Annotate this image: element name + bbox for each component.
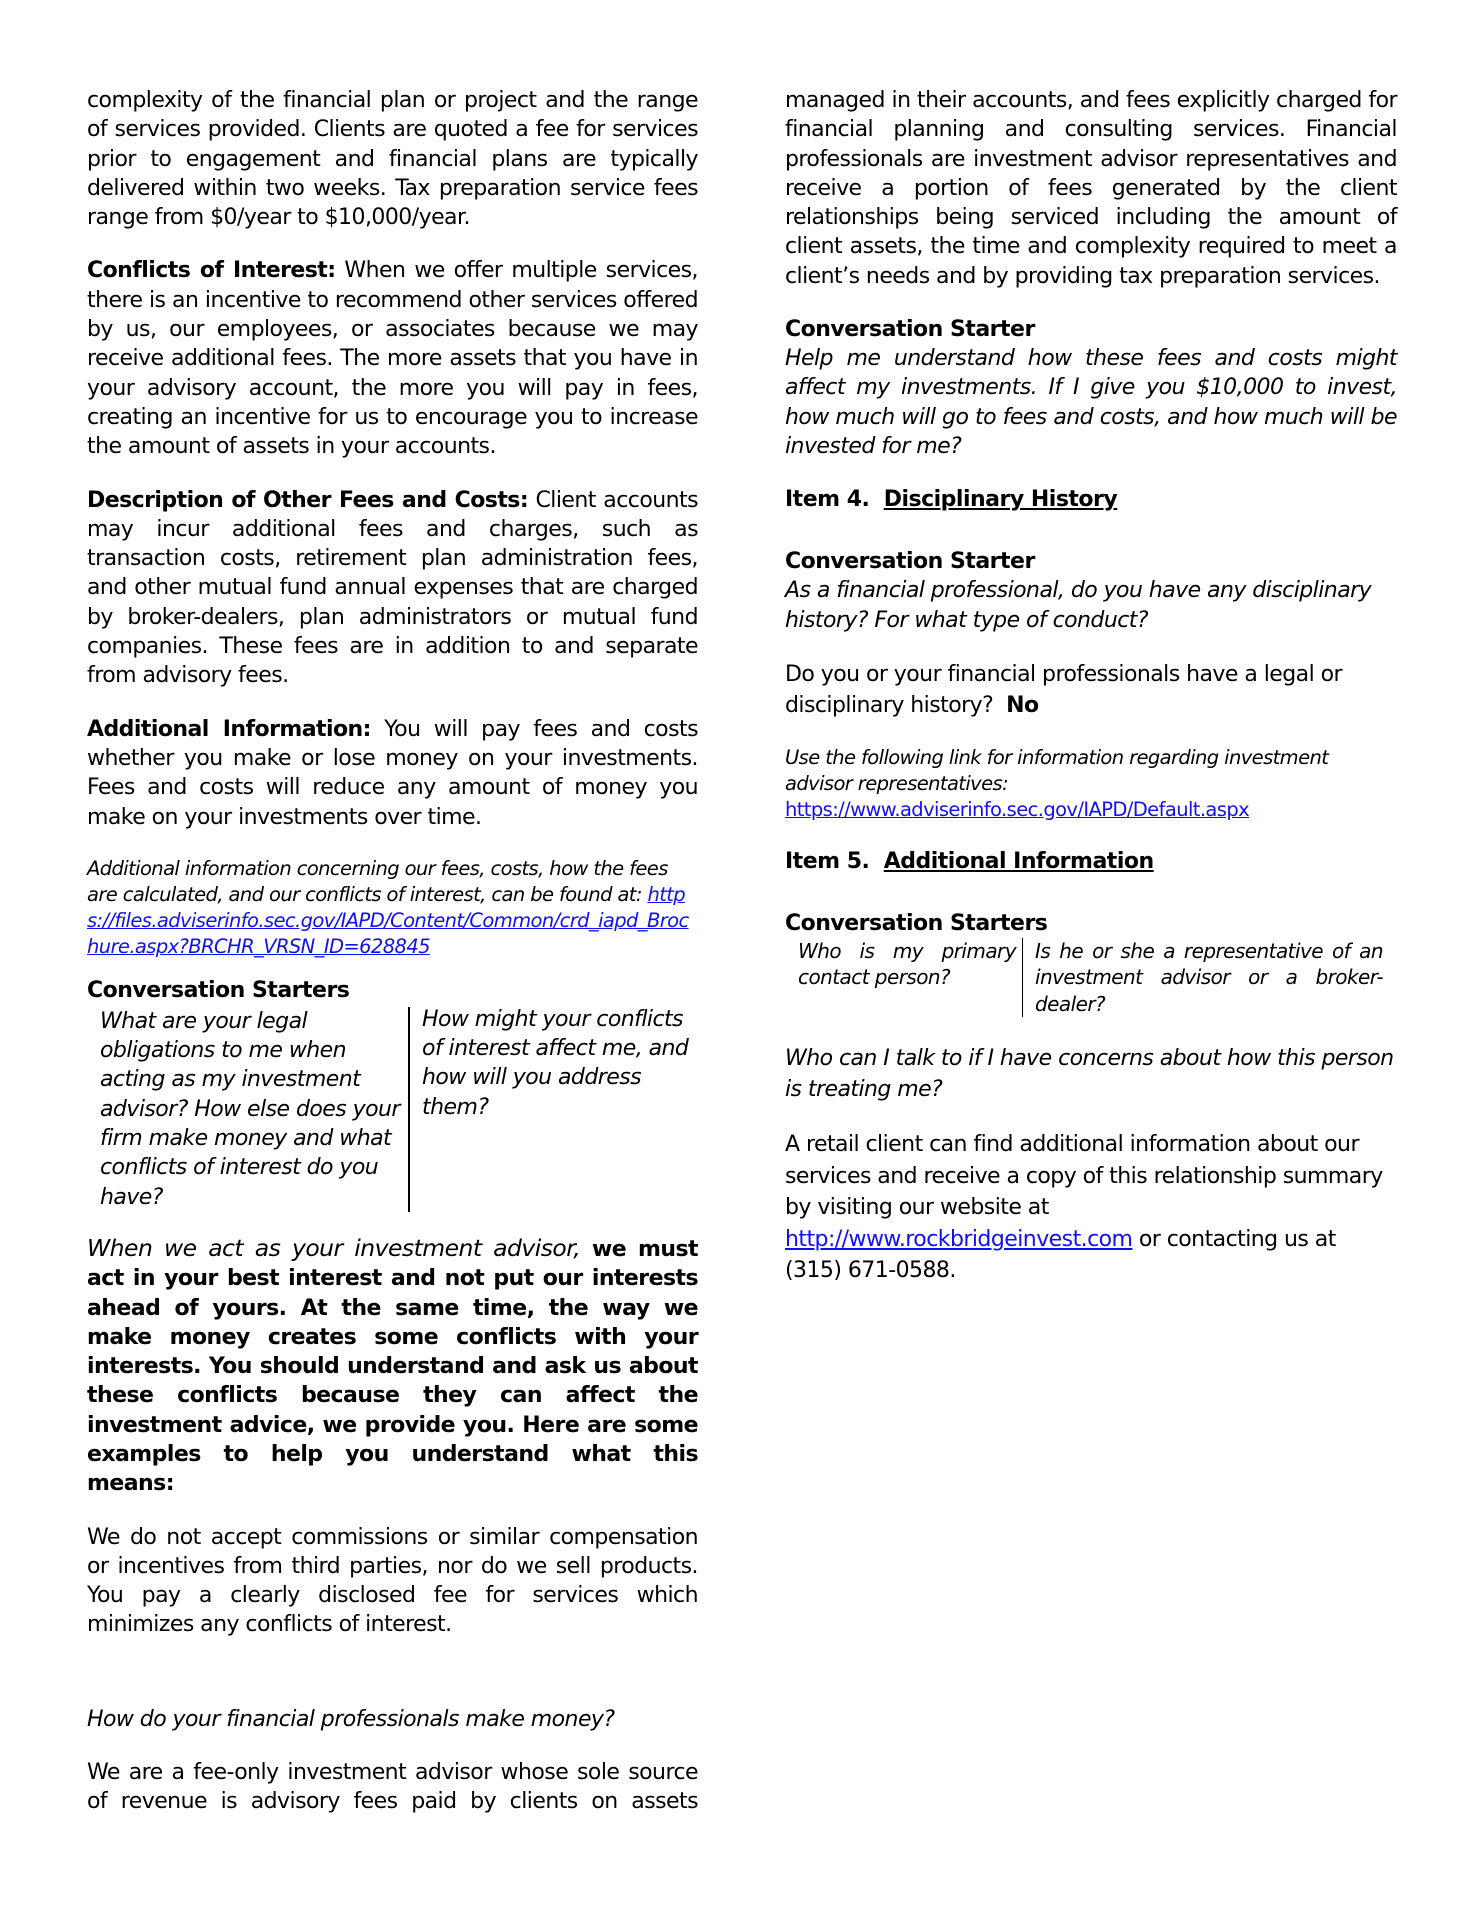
other-fees-text: Client accounts may incur additional fees and charges, such as transaction costs, retirement plan administration fees, and other mutual fund annual expenses that are charged by broker-dealers, plan administrators or mutual fund companies. These fees are in addition to and separate from advisory fees. [87,487,699,689]
item4-title: Disciplinary History [883,487,1118,513]
right-column [785,86,1397,1287]
contact-text-before: A retail client can find additional information about our services and receive a copy of this relationship summary by visiting our website at [785,1132,1383,1221]
best-interest-text: we must act in your best interest and not put our interests ahead of yours. At the same time, the way we make money creates some conflicts with your interests. You should understand and ask us about these conflicts because they can affect the investment advice, we provide you. Here are some examples to help you understand what this means: [87,1236,698,1497]
fees-note [87,856,698,960]
additional-information-text: You will pay fees and costs whether you make or lose money on your investments. Fees and costs will reduce any amount of money you make on your investments over time. [87,716,698,830]
conflicts-of-interest-paragraph [87,256,698,461]
conversation-starter-left: What are your legal obligations to me when acting as my investment advisor? How else does your firm make money and what conflicts of interest do you have? [87,1007,410,1212]
other-fees-label: Description of Other Fees and Costs: [87,487,529,513]
disciplinary-answer: No [1006,692,1039,718]
conflicts-label: Conflicts of Interest: [87,258,336,284]
best-interest-statement [87,1234,698,1499]
item5-title: Additional Information [883,848,1154,874]
how-make-money-question: How do your financial professionals make money? [87,1706,615,1732]
conversation-starters-heading: Conversation Starters [87,977,350,1003]
iapd-link-note: Use the following link for information regarding investment advisor representatives: [785,745,1329,795]
item4-number: Item 4. [785,487,870,513]
item4-conversation-heading: Conversation Starter [785,549,1035,575]
disciplinary-question [785,659,1397,721]
item4-heading [785,485,1397,514]
best-interest-lead: When we act as your investment advisor, [87,1233,581,1262]
website-link[interactable]: http://www.rockbridgeinvest.com [785,1226,1133,1252]
fees-conversation-heading: Conversation Starter [785,317,1035,343]
iapd-link-line [785,797,1397,823]
item5-starter-right: Is he or she a representative of an investment advisor or a broker-dealer? [1035,938,1383,1016]
no-commissions-paragraph: We do not accept commissions or similar compensation or incentives from third parties, nor do we sell products. You pay a clearly disclosed fee for services which minimizes any conflicts of interest. [87,1524,698,1638]
contact-paragraph [785,1129,1397,1287]
fees-conversation-text: Help me understand how these fees and costs might affect my investments. If I give you $10,000 to invest, how much will go to fees and costs, and how much will be invested for me? [785,346,1397,459]
concerns-question: Who can I talk to if I have concerns about how this person is treating me? [785,1046,1394,1103]
additional-information-label: Additional Information: [87,716,371,742]
iapd-link[interactable]: https://www.adviserinfo.sec.gov/IAPD/Default.aspx [785,797,1250,821]
conversation-starter-right: How might your conflicts of interest affect me, and how will you address them? [422,1006,689,1120]
compensation-paragraph: managed in their accounts, and fees explicitly charged for financial planning and consulting services. Financial professionals are investment advisor representatives and receive a portion of fees generated by the client relationships being serviced including the amount of client assets, the time and complexity required to meet a client’s needs and by providing tax preparation services. [785,88,1397,289]
item5-heading [785,847,1397,876]
item4-conversation-text: As a financial professional, do you have any disciplinary history? For what type of conduct? [785,578,1372,633]
brochure-link[interactable]: https://files.adviserinfo.sec.gov/IAPD/Content/Common/crd_iapd_Brochure.aspx?BRCHR_VRSN_ID=628845 [87,882,689,958]
fee-range-paragraph: complexity of the financial plan or project and the range of services provided. Clients are quoted a fee for services prior to engagement and financial plans are typically delivered within two weeks. Tax preparation service fees range from $0/year to $10,000/year. [87,88,698,231]
item5-conversation-heading: Conversation Starters [785,910,1048,936]
fee-only-paragraph: We are a fee-only investment advisor whose sole source of revenue is advisory fees paid by clients on assets [87,1760,698,1815]
conflicts-text: When we offer multiple services, there is an incentive to recommend other services offered by us, our employees, or associates because we may receive additional fees. The more assets that you have in your advisory account, the more you will pay in fees, creating an incentive for us to encourage you to increase the amount of assets in your accounts. [87,258,698,460]
item5-starter-left: Who is my primary contact person? [785,938,1023,1018]
other-fees-paragraph [87,486,698,691]
left-column [87,86,698,1817]
disciplinary-question-text: Do you or your financial professionals have a legal or disciplinary history? [785,661,1342,718]
contact-text-after: or contacting us at (315) 671-0588. [785,1226,1336,1284]
additional-information-paragraph [87,715,698,832]
item5-starters-table [785,938,1397,1018]
item5-number: Item 5. [785,848,870,874]
conversation-starters-table [87,1005,698,1212]
fees-note-text: Additional information concerning our fees, costs, how the fees are calculated, and our conflicts of interest, can be found at: [87,856,668,906]
